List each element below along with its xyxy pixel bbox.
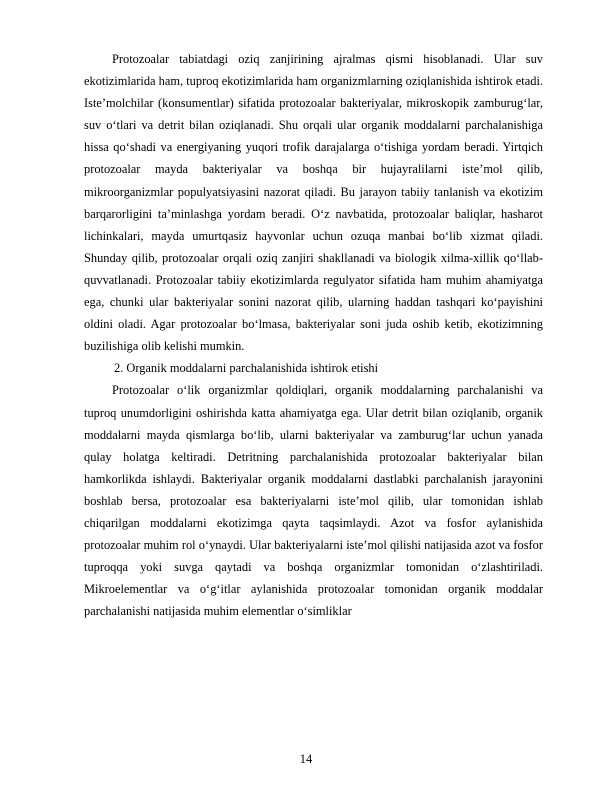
section-heading: 2. Organik moddalarni parchalanishida ishtirok etishi <box>114 361 379 376</box>
paragraph-food-chain: Protozoalar tabiatdagi oziq zanjirining ajralmas qismi hisoblanadi. Ular suv ekotizimlarida ham, tuproq ekotizimlarida ham organizmlarning oziqlanishida ishtirok etadi. Iste’molchilar (konsumentlar) sifatida protozoalar bakteriyalar, mikroskopik zamburug‘lar, suv o‘tlari va detrit bilan oziqlanadi. Shu orqali ular organik moddalarni parchalanishiga hissa qo‘shadi va energiyaning yuqori trofik darajalarga o‘tishiga yordam beradi. Yirtqich protozoalar mayda bakteriyalar va boshqa bir hujayralilarni iste’mol qilib, mikroorganizmlar populyatsiyasini nazorat qiladi. Bu jarayon tabiiy tanlanish va ekotizim barqarorligini ta’minlashga yordam beradi. O‘z navbatida, protozoalar baliqlar, hasharot lichinkalari, mayda umurtqasiz hayvonlar uchun ozuqa manbai bo‘lib xizmat qiladi. Shunday qilib, protozoalar orqali oziq zanjiri shakllanadi va biologik xilma-xillik qo‘llab-quvvatlanadi. Protozoalar tabiiy ekotizimlarda regulyator sifatida ham muhim ahamiyatga ega, chunki ular bakteriyalar sonini nazorat qilib, ularning haddan tashqari ko‘payishini oldini oladi. Agar protozoalar bo‘lmasa, bakteriyalar soni juda oshib ketib, ekotizimning buzilishiga olib kelishi mumkin. <box>84 52 543 354</box>
document-page <box>84 48 543 622</box>
paragraph-decomposition: Protozoalar o‘lik organizmlar qoldiqlari, organik moddalarning parchalanishi va tuproq unumdorligini oshirishda katta ahamiyatga ega. Ular detrit bilan oziqlanib, organik moddalarni mayda qismlarga bo‘lib, ularni bakteriyalar va zamburug‘lar uchun yanada qulay holatga keltiradi. Detritning parchalanishida protozoalar bakteriyalar bilan hamkorlikda ishlaydi. Bakteriyalar organik moddalarni dastlabki parchalanish jarayonini boshlab bersa, protozoalar esa bakteriyalarni iste’mol qilib, ular tomonidan ishlab chiqarilgan moddalarni ekotizimga qayta taqsimlaydi. Azot va fosfor aylanishida protozoalar muhim rol o‘ynaydi. Ular bakteriyalarni iste’mol qilishi natijasida azot va fosfor tuproqqa yoki suvga qaytadi va boshqa organizmlar tomonidan o‘zlashtiriladi. Mikroelementlar va o‘g‘itlar aylanishida protozoalar tomonidan organik moddalar parchalanishi natijasida muhim elementlar o‘simliklar <box>84 383 543 619</box>
page-number: 14 <box>299 752 313 766</box>
